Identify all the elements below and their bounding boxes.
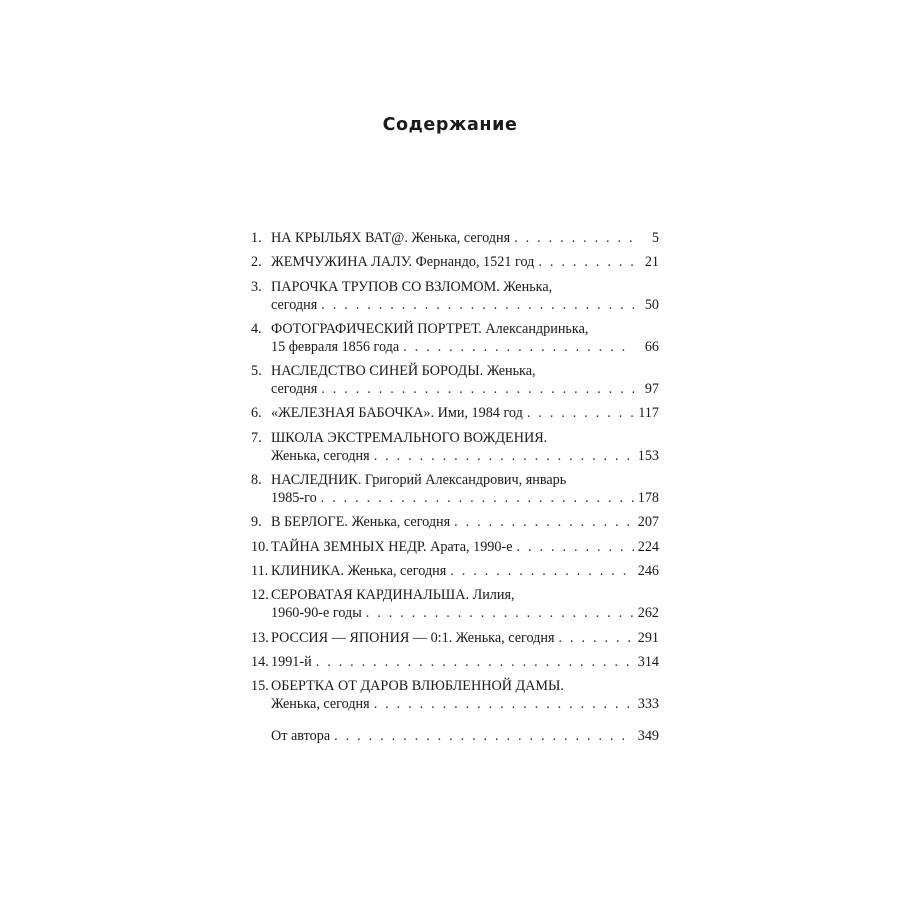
toc-entry-number: 2. xyxy=(251,254,262,271)
toc-entry-title: Женька, сегодня xyxy=(271,447,370,464)
toc-entry-title: 1985-го xyxy=(271,490,317,507)
toc-entry-title: Женька, сегодня xyxy=(271,696,370,713)
toc-entry-page: 178 xyxy=(637,490,659,507)
dot-leader xyxy=(527,404,634,422)
toc-entry-number: 14. xyxy=(251,653,269,670)
dot-leader xyxy=(517,538,634,556)
toc-entry-page: 66 xyxy=(644,338,659,355)
toc-entry-title: От автора xyxy=(271,728,331,745)
toc-entry xyxy=(251,538,659,556)
dot-leader xyxy=(450,562,634,580)
toc-entry-title: 1960-90-е годы xyxy=(271,605,362,622)
toc-entry-number: 6. xyxy=(251,405,262,422)
toc-entry-title: 15 февраля 1856 года xyxy=(271,338,400,355)
page-title: Содержание xyxy=(382,115,518,135)
toc-entry-number: 8. xyxy=(251,472,262,489)
toc-entry-page: 333 xyxy=(637,696,659,713)
toc-entry-page: 349 xyxy=(637,728,659,745)
toc-entry-number: 4. xyxy=(251,320,262,337)
toc-entry xyxy=(251,278,659,314)
toc-entry-title: ШКОЛА ЭКСТРЕМАЛЬНОГО ВОЖДЕНИЯ. xyxy=(271,429,548,446)
toc-entry-title: сегодня xyxy=(271,381,318,398)
dot-leader xyxy=(316,653,634,671)
dot-leader xyxy=(403,338,634,356)
toc-entry-number: 12. xyxy=(251,587,269,604)
toc-entry xyxy=(251,253,659,271)
toc-entry-title: сегодня xyxy=(271,296,318,313)
toc-entry-title: ЖЕМЧУЖИНА ЛАЛУ. Фернандо, 1521 год xyxy=(271,254,535,271)
toc-entry-number: 10. xyxy=(251,538,269,555)
toc-entry-page: 262 xyxy=(637,605,659,622)
toc-entry xyxy=(251,320,659,356)
toc-entry-title: СЕРОВАТАЯ КАРДИНАЛЬША. Лилия, xyxy=(271,587,515,604)
toc-entry-number: 15. xyxy=(251,678,269,695)
toc-entry-number: 11. xyxy=(251,562,269,579)
dot-leader xyxy=(321,489,634,507)
toc-entry-page: 224 xyxy=(637,538,659,555)
toc-entry xyxy=(251,513,659,531)
toc-entry-title: НАСЛЕДНИК. Григорий Александрович, январь xyxy=(271,472,567,489)
toc-entry-number: 1. xyxy=(251,230,262,246)
toc-entry xyxy=(251,471,659,507)
toc-entry-title: НАСЛЕДСТВО СИНЕЙ БОРОДЫ. Женька, xyxy=(271,363,536,380)
toc-entry xyxy=(251,653,659,671)
toc-entry-title: «ЖЕЛЕЗНАЯ БАБОЧКА». Ими, 1984 год xyxy=(271,405,523,422)
toc-entry-title: ОБЕРТКА ОТ ДАРОВ ВЛЮБЛЕННОЙ ДАМЫ. xyxy=(271,678,564,695)
table-of-contents xyxy=(251,229,659,751)
toc-entry xyxy=(251,229,659,247)
toc-entry-title: РОССИЯ — ЯПОНИЯ — 0:1. Женька, сегодня xyxy=(271,629,555,646)
toc-entry-title: ТАЙНА ЗЕМНЫХ НЕДР. Арата, 1990-е xyxy=(271,538,513,555)
dot-leader xyxy=(559,629,635,647)
toc-entry-title: КЛИНИКА. Женька, сегодня xyxy=(271,562,447,579)
toc-entry-title: 1991-й xyxy=(271,653,312,670)
toc-entry-author-note xyxy=(251,727,659,745)
toc-entry-page: 207 xyxy=(637,514,659,531)
toc-entry-number: 5. xyxy=(251,363,262,380)
toc-entry-page: 291 xyxy=(637,629,659,646)
toc-entry-page: 117 xyxy=(638,405,659,422)
toc-entry-page: 153 xyxy=(637,447,659,464)
dot-leader xyxy=(321,380,634,398)
toc-entry-number: 7. xyxy=(251,429,262,446)
toc-entry-title: В БЕРЛОГЕ. Женька, сегодня xyxy=(271,514,451,531)
toc-entry-title: ФОТОГРАФИЧЕСКИЙ ПОРТРЕТ. Александринька, xyxy=(271,320,589,337)
toc-entry-page: 5 xyxy=(651,230,659,246)
toc-entry-number: 9. xyxy=(251,514,262,531)
toc-entry-page: 50 xyxy=(644,296,659,313)
toc-entry-page: 246 xyxy=(637,562,659,579)
dot-leader xyxy=(454,513,634,531)
dot-leader xyxy=(374,695,634,713)
toc-entry-page: 21 xyxy=(644,254,659,271)
toc-entry xyxy=(251,404,659,422)
toc-entry xyxy=(251,429,659,465)
toc-entry xyxy=(251,562,659,580)
toc-entry xyxy=(251,677,659,713)
dot-leader xyxy=(538,253,634,271)
toc-entry-title: НА КРЫЛЬЯХ ВАТ@. Женька, сегодня xyxy=(271,230,511,246)
toc-entry xyxy=(251,629,659,647)
toc-entry-title: ПАРОЧКА ТРУПОВ СО ВЗЛОМОМ. Женька, xyxy=(271,278,553,295)
toc-entry-page: 97 xyxy=(644,381,659,398)
dot-leader xyxy=(514,229,634,247)
dot-leader xyxy=(334,727,634,745)
dot-leader xyxy=(321,296,634,314)
toc-entry-number: 3. xyxy=(251,278,262,295)
toc-entry xyxy=(251,586,659,622)
toc-entry xyxy=(251,362,659,398)
toc-entry-number: 13. xyxy=(251,629,269,646)
dot-leader xyxy=(374,447,634,465)
dot-leader xyxy=(366,604,634,622)
toc-entry-page: 314 xyxy=(637,653,659,670)
